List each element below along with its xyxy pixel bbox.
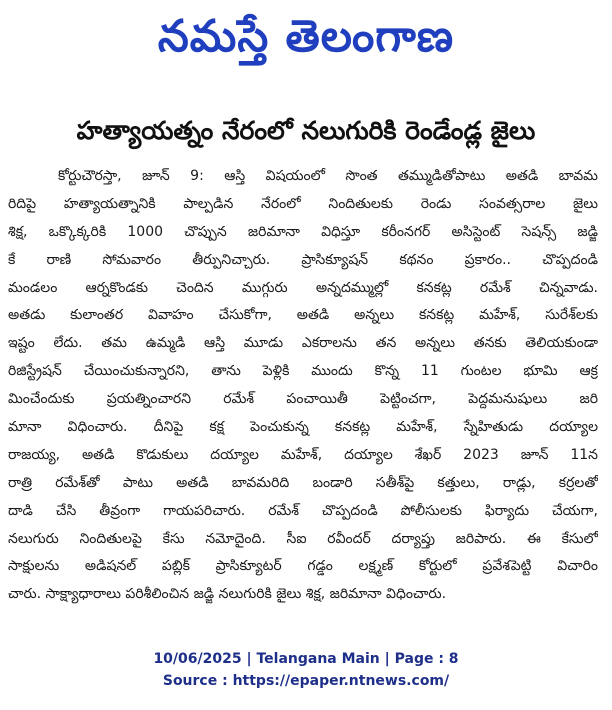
article-body <box>8 163 598 609</box>
source-link[interactable]: Source : https://epaper.ntnews.com/ <box>162 673 450 689</box>
article-line: నలుగురు నిందితులపై కేసు నమోదైంది. సీఐ రవీందర్ దర్యాప్తు జరిపారు. ఈ కేసులో <box>8 530 598 547</box>
masthead-logo <box>0 0 612 84</box>
article-line: రాత్రి రమేశ్‌తో పాటు అతడి బావమరిది బండారి సతీశ్‌పై కత్తులు, రాడ్లు, కర్రలతో <box>8 474 598 491</box>
article-line: ఇష్టం లేదు. తమ ఉమ్మడి ఆస్తి మూడు ఎకరాలను తన అన్నలు తనకు తెలియకుండా <box>8 335 598 352</box>
article-line: రిజిస్ట్రేషన్ చేయించుకున్నారని, తాను పెళ్లికి ముందు కొన్న 11 గుంటల భూమి ఆక్ర <box>8 363 598 380</box>
article-line: సాక్షులను అడిషనల్ పబ్లిక్ ప్రాసిక్యూటర్ గడ్డం లక్ష్మణ్ కోర్టులో ప్రవేశపెట్టి విచారిం <box>8 558 598 575</box>
page-footer <box>0 648 612 692</box>
article-line: రాజయ్య, అతడి కొడుకులు దయ్యాల మహేశ్, దయ్యాల శేఖర్ 2023 జూన్ 11న <box>8 446 598 463</box>
article-line: శిక్ష, ఒక్కొక్కరికి 1000 చొప్పున జరిమానా విధిస్తూ కరీంనగర్ అసిస్టెంట్ సెషన్స్ జడ్జి <box>8 223 598 240</box>
article-line: అతడు కులాంతర వివాహం చేసుకోగా, అతడి అన్నలు కనకట్ల మహేశ్, సురేశ్‌లకు <box>8 307 598 324</box>
article-line: రిదిపై హత్యాయత్నానికి పాల్పడిన నేరంలో నిందితులకు రెండు సంవత్సరాల జైలు <box>8 195 598 212</box>
article-headline: హత్యాయత్నం నేరంలో నలుగురికి రెండేండ్ల జైలు <box>76 116 536 145</box>
article-line: మండలం ఆర్నకొండకు చెందిన ముగ్గురు అన్నదమ్ముల్లో కనకట్ల రమేశ్ చిన్నవాడు. <box>8 279 598 296</box>
edition-date-line: 10/06/2025 | Telangana Main | Page : 8 <box>153 651 459 667</box>
next-article-cutoff <box>8 620 608 629</box>
masthead-title: నమస్తే తెలంగాణ <box>157 11 455 62</box>
article-line: చారు. సాక్ష్యాధారాలు పరిశీలించిన జడ్జి నలుగురికి జైలు శిక్ష, జరిమానా విధించారు. <box>8 586 447 603</box>
article-line: మించేందుకు ప్రయత్నించారని రమేశ్ పంచాయితీ పెట్టించగా, పెద్దమనుషులు జరి <box>8 391 598 408</box>
article-line: కోర్టుచౌరస్తా, జూన్ 9: ఆస్తి విషయంలో సొంత తమ్ముడితోపాటు అతడి బావమ <box>58 168 598 184</box>
article-line: మానా విధించారు. దీనిపై కక్ష పెంచుకున్న కనకట్ల మహేశ్, స్నేహితుడు దయ్యాల <box>8 419 598 436</box>
article-line: కే రాణి సోమవారం తీర్పునిచ్చారు. ప్రాసిక్యూషన్ కథనం ప్రకారం.. చొప్పదండి <box>8 251 598 268</box>
previous-article-cutoff <box>8 88 608 98</box>
article-line: దాడి చేసి తీవ్రంగా గాయపరిచారు. రమేశ్ చొప్పదండి పోలీసులకు ఫిర్యాదు చేయగా, <box>8 502 598 519</box>
